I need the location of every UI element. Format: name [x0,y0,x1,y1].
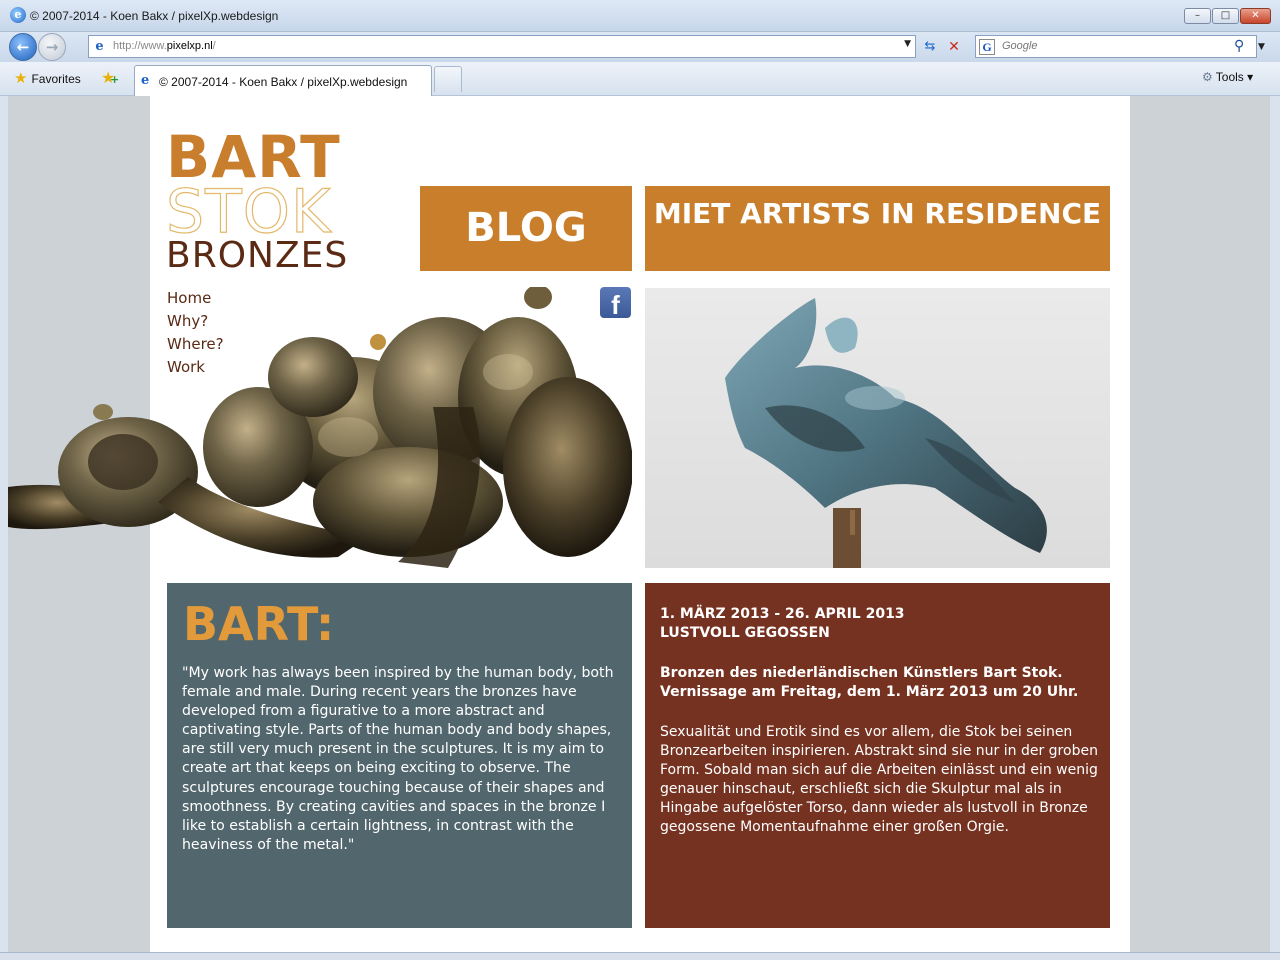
search-placeholder: Google [1002,40,1038,52]
miet-artists-link[interactable]: MIET ARTISTS IN RESIDENCE [645,186,1110,271]
tools-button[interactable]: ⚙ Tools ▾ [1202,70,1254,84]
forward-button[interactable] [38,33,66,61]
nav-work[interactable]: Work [167,358,205,376]
event-dates [660,605,1100,643]
search-input[interactable] [975,35,1257,58]
minimize-button[interactable]: – [1184,8,1211,24]
add-favorite-icon[interactable]: ★ + [101,68,115,87]
favorites-label: Favorites [31,72,81,86]
event-body: Sexualität und Erotik sind es vor allem, die Stok bei seinen Bronzearbeiten inspirieren. Abstrakt sind sie nur in der groben Form. Sobald man sich auf die Arbeiten einlässt und ein wenig genauer hinschaut, erschließt sich die Skulptur mal als in Hingabe aufgelöster Torso, dann wieder als lustvoll in Bronze gegossene Momentaufnahme einer großen Orgie. [660,724,1098,836]
logo-bart[interactable]: BART [166,123,341,191]
favorites-bar [0,62,1280,96]
address-bar[interactable] [88,35,916,58]
event-intro: Bronzen des niederländischen Künstlers Bart Stok. Vernissage am Freitag, dem 1. März 2013 um 20 Uhr. [660,665,1079,700]
event-panel [645,583,1110,928]
bronze-sculpture-image [8,287,632,568]
tools-label: Tools [1215,70,1244,84]
status-bar [0,952,1280,960]
star-icon: ★ [14,70,28,87]
tab-label: © 2007-2014 - Koen Bakx / pixelXp.webdesign [159,75,408,89]
arrow-right-icon: → [45,38,59,56]
patina-sculpture-image [645,288,1110,568]
search-icon[interactable]: ⚲ [1234,38,1245,54]
ie-logo-icon: e [10,7,26,23]
blog-link[interactable]: BLOG [420,186,632,271]
logo-stok[interactable]: STOK [166,177,332,247]
url-domain: pixelxp.nl [166,40,213,52]
window-frame-right [1270,96,1280,952]
bart-quote-panel [167,583,632,928]
google-icon: G [979,39,995,55]
gear-icon: ⚙ [1202,70,1213,84]
window-title: © 2007-2014 - Koen Bakx / pixelXp.webdesign [30,9,279,23]
event-date-range: 1. MÄRZ 2013 - 26. APRIL 2013 [660,606,905,622]
logo-bronzes[interactable]: BRONZES [166,235,349,276]
address-url[interactable] [113,40,216,52]
nav-why[interactable]: Why? [167,312,209,330]
bart-heading: BART: [183,597,335,651]
search-options-icon[interactable]: ▼ [1258,42,1265,52]
facebook-icon[interactable]: f [600,287,631,318]
url-suffix: / [212,40,216,52]
maximize-button[interactable]: □ [1212,8,1239,24]
page-icon: e [95,39,104,54]
arrow-left-icon: ← [16,38,30,56]
page-icon: e [141,73,150,88]
window-frame-left [0,96,8,952]
event-title: LUSTVOLL GEGOSSEN [660,625,830,641]
refresh-icon[interactable]: ⇆ [924,39,936,54]
bart-quote-text: "My work has always been inspired by the human body, both female and male. During recent years the bronzes have developed from a figurative to a more abstract and captivating style. Parts of the human body and body shapes, are still very much present in the sculptures. It is my aim to create art that keeps on being exciting to observe. The sculptures encourage touching because of their shapes and smoothness. By creating cavities and spaces in the bronze I like to establish a certain lightness, in contrast with the heaviness of the metal." [182,665,614,853]
stop-icon[interactable]: ✕ [948,39,960,55]
window-titlebar [0,0,1280,32]
navigation-bar [0,32,1280,62]
tab-active[interactable] [134,65,432,96]
favorites-button[interactable] [14,69,81,87]
back-button[interactable] [9,33,37,61]
nav-home[interactable]: Home [167,289,212,307]
nav-where[interactable]: Where? [167,335,224,353]
close-button[interactable]: ✕ [1240,8,1271,24]
new-tab-button[interactable] [434,66,462,92]
address-dropdown-icon[interactable]: ▼ [904,39,911,49]
url-prefix: http://www. [113,40,167,52]
sculpture-photo [645,288,1110,568]
